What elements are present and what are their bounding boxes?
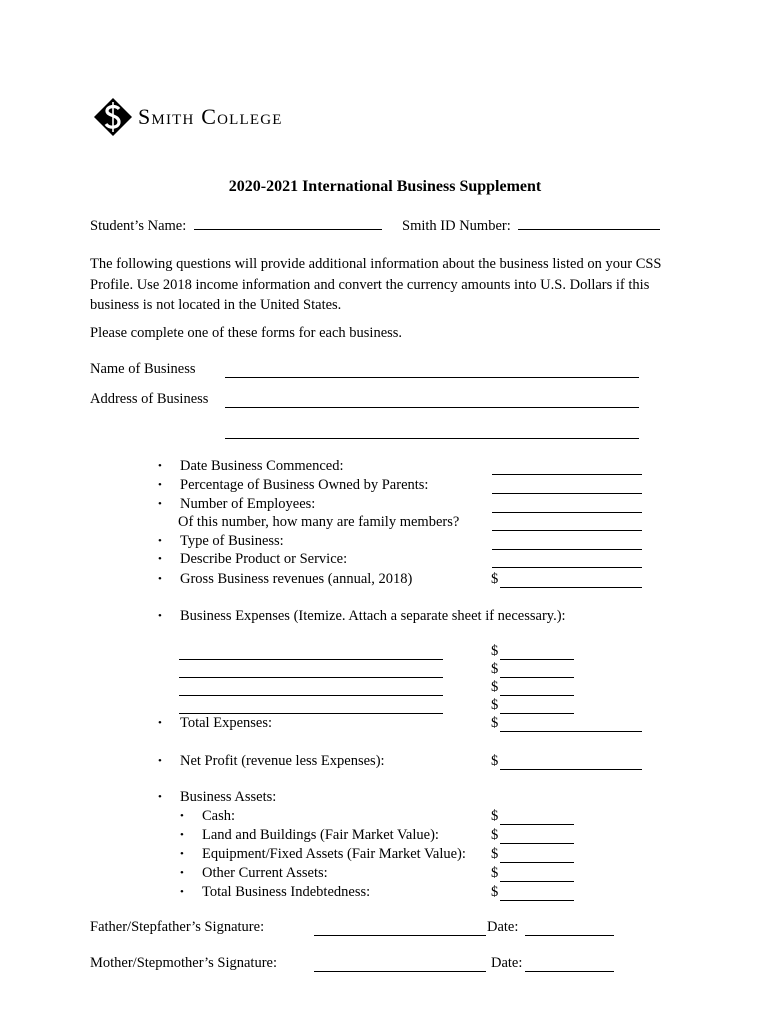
asset-label: Total Business Indebtedness: — [202, 884, 371, 900]
type-of-business-field[interactable] — [492, 549, 642, 550]
dollar-sign: $ — [491, 846, 499, 862]
bullet-icon: • — [180, 848, 184, 860]
list-item-label: Date Business Commenced: — [180, 458, 344, 474]
expense-amount-field[interactable] — [500, 659, 574, 660]
indebtedness-field[interactable] — [500, 900, 574, 901]
expense-amount-field[interactable] — [500, 713, 574, 714]
assets-label: Business Assets: — [180, 789, 277, 805]
bullet-icon: • — [158, 610, 162, 622]
address-of-business-field-2[interactable] — [225, 438, 639, 439]
total-expenses-label: Total Expenses: — [180, 715, 273, 731]
dollar-sign: $ — [491, 679, 499, 695]
bullet-icon: • — [158, 791, 162, 803]
name-of-business-label: Name of Business — [90, 361, 196, 377]
smith-college-crest-icon — [92, 96, 134, 138]
intro-paragraph: The following questions will provide additional information about the business listed on your CSS Profile. Use 2018 income information and convert the currency amounts into U.S. Dollars if this business is not located in the United States. — [90, 256, 662, 313]
logo-wordmark: Smith College — [138, 104, 283, 129]
cash-field[interactable] — [500, 824, 574, 825]
dollar-sign: $ — [491, 571, 499, 587]
bullet-icon: • — [158, 553, 162, 565]
date-commenced-field[interactable] — [492, 474, 642, 475]
name-of-business-field[interactable] — [225, 377, 639, 378]
bullet-icon: • — [158, 479, 162, 491]
net-profit-field[interactable] — [500, 769, 642, 770]
list-item-label: Percentage of Business Owned by Parents: — [180, 477, 429, 493]
expense-amount-field[interactable] — [500, 677, 574, 678]
list-item-label: Describe Product or Service: — [180, 551, 348, 567]
address-of-business-field-1[interactable] — [225, 407, 639, 408]
page-title: 2020-2021 International Business Supplement — [228, 178, 542, 195]
dollar-sign: $ — [491, 827, 499, 843]
total-expenses-field[interactable] — [500, 731, 642, 732]
bullet-icon: • — [158, 755, 162, 767]
list-item-label: Gross Business revenues (annual, 2018) — [180, 571, 413, 587]
asset-label: Equipment/Fixed Assets (Fair Market Value): — [202, 846, 466, 862]
bullet-icon: • — [180, 829, 184, 841]
asset-label: Land and Buildings (Fair Market Value): — [202, 827, 439, 843]
bullet-icon: • — [158, 535, 162, 547]
asset-label: Cash: — [202, 808, 236, 824]
bullet-icon: • — [180, 810, 184, 822]
list-item-label: Number of Employees: — [180, 496, 316, 512]
father-signature-label: Father/Stepfather’s Signature: — [90, 919, 265, 935]
asset-label: Other Current Assets: — [202, 865, 328, 881]
mother-date-field[interactable] — [525, 971, 614, 972]
dollar-sign: $ — [491, 808, 499, 824]
date-label: Date: — [491, 955, 523, 971]
mother-signature-field[interactable] — [314, 971, 486, 972]
student-name-label: Student’s Name: — [90, 218, 187, 234]
land-buildings-field[interactable] — [500, 843, 574, 844]
equipment-field[interactable] — [500, 862, 574, 863]
date-label: Date: — [487, 919, 519, 935]
bullet-icon: • — [158, 498, 162, 510]
number-employees-field[interactable] — [492, 512, 642, 513]
student-name-row — [90, 218, 382, 235]
smith-id-label: Smith ID Number: — [402, 218, 511, 234]
bullet-icon: • — [158, 460, 162, 472]
expense-amount-field[interactable] — [500, 695, 574, 696]
bullet-icon: • — [158, 717, 162, 729]
product-service-field[interactable] — [492, 567, 642, 568]
smith-id-row — [402, 218, 660, 235]
list-item-label: Of this number, how many are family members? — [178, 514, 460, 530]
smith-id-field[interactable] — [518, 228, 660, 230]
expense-item-field[interactable] — [179, 713, 443, 714]
mother-signature-label: Mother/Stepmother’s Signature: — [90, 955, 277, 971]
gross-revenues-field[interactable] — [500, 587, 642, 588]
expense-item-field[interactable] — [179, 659, 443, 660]
expense-item-field[interactable] — [179, 677, 443, 678]
dollar-sign: $ — [491, 661, 499, 677]
percentage-owned-field[interactable] — [492, 493, 642, 494]
bullet-icon: • — [180, 867, 184, 879]
net-profit-label: Net Profit (revenue less Expenses): — [180, 753, 385, 769]
family-members-field[interactable] — [492, 530, 642, 531]
dollar-sign: $ — [491, 697, 499, 713]
expense-item-field[interactable] — [179, 695, 443, 696]
dollar-sign: $ — [491, 753, 499, 769]
student-name-field[interactable] — [194, 228, 382, 230]
address-of-business-label: Address of Business — [90, 391, 209, 407]
bullet-icon: • — [180, 886, 184, 898]
smith-college-logo — [92, 95, 283, 139]
dollar-sign: $ — [491, 643, 499, 659]
instruction-text: Please complete one of these forms for each business. — [90, 325, 403, 341]
dollar-sign: $ — [491, 715, 499, 731]
father-signature-field[interactable] — [314, 935, 486, 936]
dollar-sign: $ — [491, 884, 499, 900]
father-date-field[interactable] — [525, 935, 614, 936]
expenses-label: Business Expenses (Itemize. Attach a separate sheet if necessary.): — [180, 608, 566, 624]
bullet-icon: • — [158, 573, 162, 585]
list-item-label: Type of Business: — [180, 533, 284, 549]
dollar-sign: $ — [491, 865, 499, 881]
other-assets-field[interactable] — [500, 881, 574, 882]
